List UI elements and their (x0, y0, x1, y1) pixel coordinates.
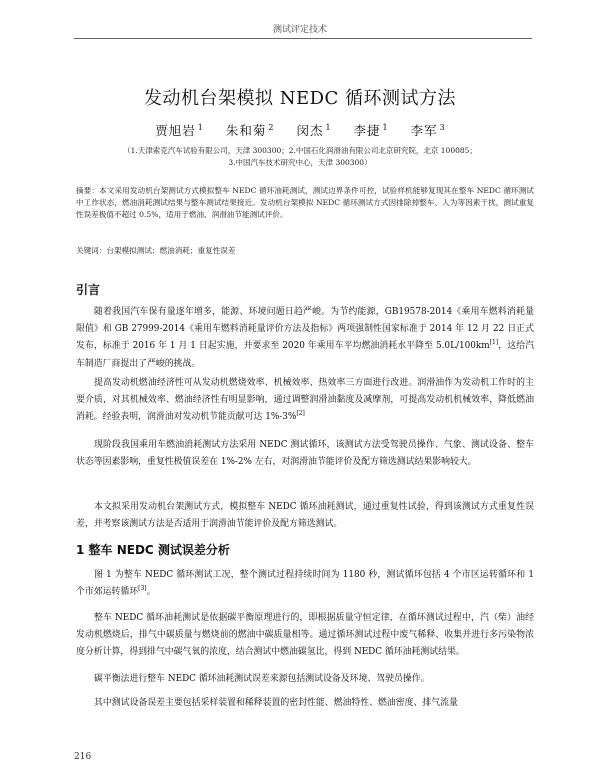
author (354, 123, 388, 138)
author-name: 李捷 (353, 123, 381, 138)
affiliation-mark: 1 (382, 122, 388, 132)
running-header: 测试评定技术 (272, 25, 327, 35)
affiliation-line: 3.中国汽车技术研究中心，天津 300300） (228, 158, 372, 167)
citation-ref: [2] (296, 410, 305, 418)
author (411, 123, 445, 138)
affiliation-mark: 3 (439, 122, 445, 132)
author (155, 123, 203, 138)
paragraph-text: 。 (146, 587, 156, 598)
citation-ref: [1] (489, 339, 499, 347)
keywords: 关键词：台架模拟测试；燃油消耗；重复性误差 (76, 246, 236, 255)
body-paragraph: 其中测试设备误差主要包括采样装置和稀释装置的密封性能、燃油特性、燃油密度、排气流量 (94, 698, 458, 708)
header-rule (74, 38, 532, 39)
author (296, 123, 330, 138)
abstract: 摘要：本文采用发动机台架测试方式模拟整车 NEDC 循环油耗测试，测试边界条件可控，试验样机能够复现其在整车 NEDC 循环测试中工作状态，燃油消耗测试结果与整车测试结果接近。发动机台架模拟 NEDC 循环测试方式因排除掉整车、人为等因素干扰，测试重复性误差极值不超过 0.5%，适用于燃油、润滑油节能测试评价。 (76, 186, 534, 219)
paragraph-text: ，这给汽车制造厂商提出了严峻的挑战。 (76, 341, 535, 369)
author (226, 123, 274, 138)
author-name: 闵杰 (296, 123, 324, 138)
author-name: 朱和菊 (225, 123, 267, 138)
body-paragraph (76, 304, 534, 373)
author-list (0, 121, 600, 139)
citation-ref: [3] (138, 585, 147, 593)
author-name: 贾旭岩 (155, 123, 196, 138)
paragraph-text: 随着我国汽车保有量逐年增多，能源、环境问题日趋严峻。为节约能源，GB19578-2014《乘用车燃料消耗量限值》和 GB 27999-2014《乘用车燃料消耗量评价方法及指标》两项强制性国家标准于 2014 年 12 月 22 日正式发布，标准于 2016 年 1 月 1 日起实施，并要求至 2020 年乘用车平均燃油消耗水平降至 5.0L/100km (76, 307, 534, 352)
affiliation-mark: 1 (197, 122, 203, 132)
body-paragraph: 本文拟采用发动机台架测试方式，模拟整车 NEDC 循环油耗测试，通过重复性试验，得到该测试方式重复性误差，并考察该测试方法是否适用于润滑油节能评价及配方筛选测试。 (76, 502, 534, 530)
affiliation-mark: 2 (268, 122, 274, 132)
paragraph-text: 提高发动机燃油经济性可从发动机燃烧效率、机械效率、热效率三方面进行改进。润滑油作为发动机工作时的主要介质，对其机械效率、燃油经济性有明显影响，通过调整润滑油黏度及减摩剂，可提高发动机机械效率，降低燃油消耗。经验表明，润滑油对发动机节能贡献可达 1%-3% (76, 378, 534, 423)
page-number: 216 (74, 752, 92, 762)
body-paragraph (76, 567, 534, 601)
section-heading-1: 1 整车 NEDC 测试误差分析 (76, 543, 230, 557)
author-name: 李军 (410, 123, 438, 138)
body-paragraph (76, 375, 534, 427)
paragraph-text: 图 1 为整车 NEDC 循环测试工况，整个测试过程持续时间为 1180 秒，测试循环包括 4 个市区运转循环和 1 个市郊运转循环 (76, 570, 534, 598)
paper-title: 发动机台架模拟 NEDC 循环测试方法 (143, 88, 457, 109)
affiliation-mark: 1 (325, 122, 331, 132)
body-paragraph: 整车 NEDC 循环油耗测试是依据碳平衡原理进行的，即根据质量守恒定律，在循环测试过程中，汽（柴）油经发动机燃烧后，排气中碳质量与燃烧前的燃油中碳质量相等。通过循环测试过程中废气稀释、收集并进行多污染物浓度分析计算，得到排气中碳气氧的浓度，结合测试中燃油碳氢比，得到 NEDC 循环油耗测试结果。 (76, 613, 534, 658)
section-heading-introduction: 引言 (76, 283, 101, 297)
body-paragraph: 现阶段我国乘用车燃油消耗测试方法采用 NEDC 测试循环，该测试方法受驾驶员操作、气象、测试设备、整车状态等因素影响，重复性极值误差在 1%-2% 左右，对润滑油节能评价及配方筛选测试结果影响较大。 (76, 440, 534, 468)
affiliation-line: （1.天津索克汽车试验有限公司，天津 300300；2.中国石化润滑油有限公司北京研究院，北京 100085； (123, 146, 477, 155)
body-paragraph: 碳平衡法进行整车 NEDC 循环油耗测试误差来源包括测试设备及环境、驾驶员操作。 (94, 674, 430, 684)
